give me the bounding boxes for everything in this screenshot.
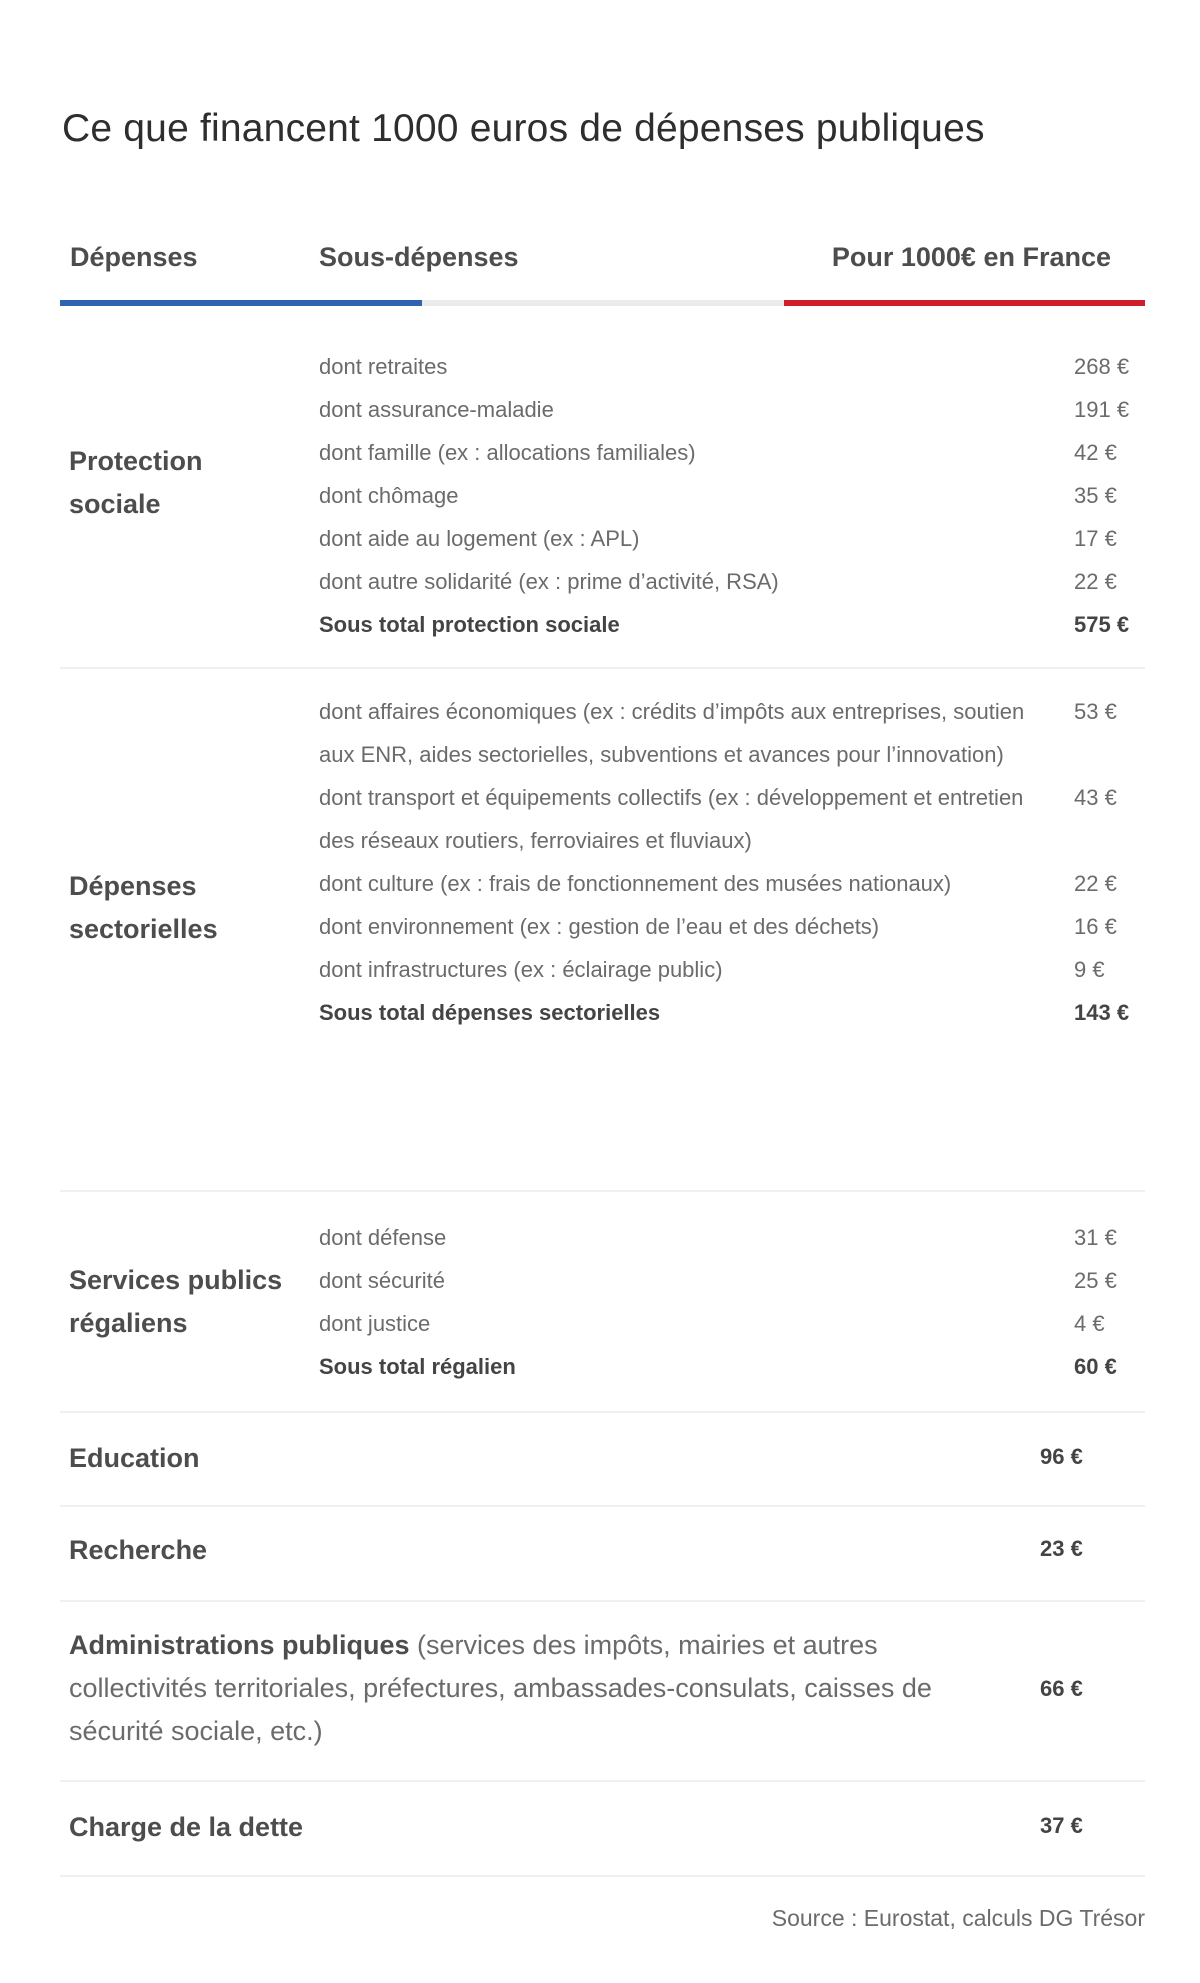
value-charge-dette: 37 € — [1040, 1813, 1083, 1838]
section-protection-sociale — [60, 345, 1145, 669]
category-administrations-publiques: Administrations publiques (services des impôts, mairies et autres collectivités territoriales, préfectures, ambassades-consulats, caisses de sécurité sociale, etc.) — [69, 1630, 932, 1746]
flag-bar-red — [784, 300, 1145, 306]
row-recherche — [60, 1507, 1145, 1602]
table-row: dont justice 4 € — [319, 1311, 1105, 1336]
table-row: dont assurance-maladie 191 € — [319, 397, 1130, 422]
table-row: dont culture (ex : frais de fonctionnement des musées nationaux) 22 € — [319, 871, 1117, 896]
header-sous-depenses: Sous-dépenses — [319, 242, 519, 272]
subtotal-row: Sous total dépenses sectorielles 143 € — [319, 1000, 1130, 1025]
value-administrations-publiques: 66 € — [1040, 1676, 1083, 1701]
page-title: Ce que financent 1000 euros de dépenses publiques — [62, 107, 985, 150]
row-education — [60, 1412, 1145, 1507]
header-depenses: Dépenses — [70, 242, 198, 272]
subrows — [319, 1216, 1145, 1388]
table-row: dont retraites 268 € — [319, 354, 1130, 379]
subrows — [319, 690, 1145, 1034]
table-header — [60, 232, 1145, 312]
category-charge-dette: Charge de la dette — [69, 1812, 304, 1842]
table-row: dont aide au logement (ex : APL) 17 € — [319, 526, 1117, 551]
table-row: dont transport et équipements collectifs (ex : développement et entretien des réseaux routiers, ferroviaires et fluviaux) 43 € — [319, 785, 1117, 853]
row-charge-dette — [60, 1782, 1145, 1877]
category-services-regaliens: Services publics régaliens — [69, 1265, 283, 1338]
value-education: 96 € — [1040, 1444, 1083, 1469]
subtotal-row: Sous total régalien 60 € — [319, 1354, 1117, 1379]
table-row: dont famille (ex : allocations familiales) 42 € — [319, 440, 1117, 465]
source-note: Source : Eurostat, calculs DG Trésor — [771, 1905, 1145, 1931]
subrows — [319, 345, 1145, 646]
row-administrations-publiques — [60, 1602, 1145, 1782]
table-row: dont infrastructures (ex : éclairage public) 9 € — [319, 957, 1105, 982]
category-depenses-sectorielles: Dépenses sectorielles — [69, 871, 218, 944]
value-recherche: 23 € — [1040, 1536, 1083, 1561]
table-row: dont environnement (ex : gestion de l’eau et des déchets) 16 € — [319, 914, 1117, 939]
table-row: dont autre solidarité (ex : prime d’activité, RSA) 22 € — [319, 569, 1117, 594]
header-pour-1000: Pour 1000€ en France — [831, 242, 1111, 272]
table-row: dont affaires économiques (ex : crédits d’impôts aux entreprises, soutien aux ENR, aides sectorielles, subventions et avances pour l’innovation) 53 € — [319, 699, 1117, 767]
section-depenses-sectorielles — [60, 690, 1145, 1192]
table-row: dont défense 31 € — [319, 1225, 1117, 1250]
section-services-regaliens — [60, 1216, 1145, 1413]
flag-bar-white — [422, 300, 784, 306]
flag-bar-blue — [60, 300, 422, 306]
subtotal-row: Sous total protection sociale 575 € — [319, 612, 1130, 637]
category-protection-sociale: Protection sociale — [69, 446, 203, 519]
category-recherche: Recherche — [69, 1535, 208, 1565]
table-row: dont chômage 35 € — [319, 483, 1117, 508]
table-row: dont sécurité 25 € — [319, 1268, 1117, 1293]
category-education: Education — [69, 1443, 200, 1473]
